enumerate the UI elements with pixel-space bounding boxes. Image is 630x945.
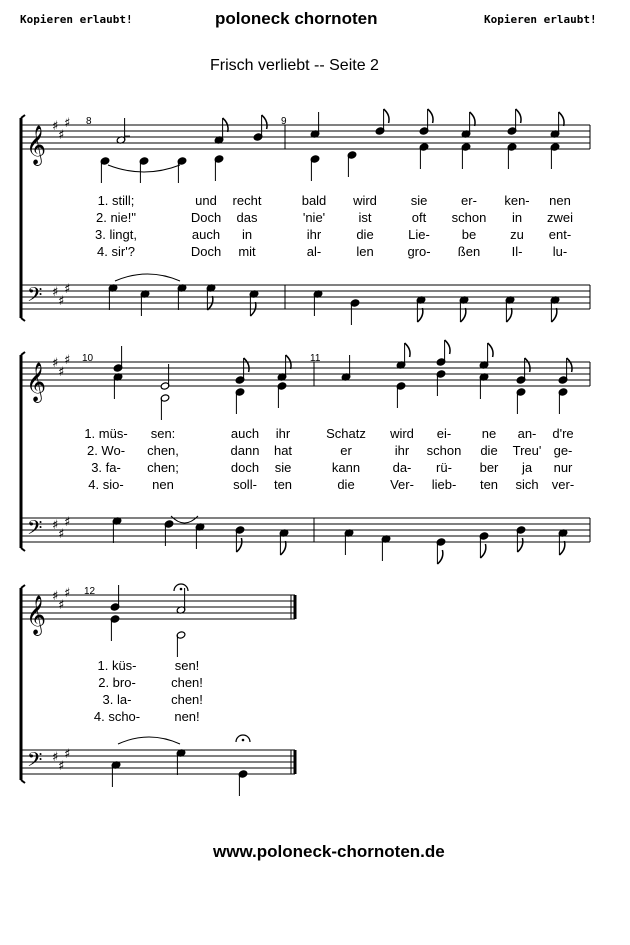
slur: [118, 737, 180, 744]
lyric-syllable: sen:: [150, 426, 176, 441]
note-flag: [405, 343, 410, 357]
lyric-syllable: recht: [232, 193, 262, 208]
lyric-syllable: chen;: [147, 460, 179, 475]
lyric-syllable: dann: [230, 443, 260, 458]
lyric-syllable: 1. müs-: [84, 426, 128, 441]
lyric-syllable: Il-: [511, 244, 523, 259]
lyric-syllable: an-: [517, 426, 537, 441]
lyric-syllable: bald: [301, 193, 327, 208]
lyric-syllable: sen!: [174, 658, 200, 673]
sharp-accidental-icon: ♯: [64, 282, 71, 297]
note-flag: [460, 308, 465, 322]
lyric-syllable: Treu': [512, 443, 542, 458]
lyric-syllable: 'nie': [302, 210, 326, 225]
lyric-syllable: in: [241, 227, 253, 242]
lyric-syllable: er: [340, 443, 352, 458]
note-flag: [236, 538, 241, 552]
lyric-syllable: Doch: [190, 210, 222, 225]
lyric-syllable: die: [337, 477, 355, 492]
sharp-accidental-icon: ♯: [52, 356, 59, 371]
lyric-syllable: auch: [230, 426, 260, 441]
lyric-syllable: ge-: [553, 443, 573, 458]
publisher-title: poloneck chornoten: [215, 9, 378, 28]
note-flag: [437, 550, 442, 564]
lyric-syllable: soll-: [233, 477, 257, 492]
sharp-accidental-icon: ♯: [64, 116, 71, 131]
lyric-syllable: 4. sio-: [88, 477, 124, 492]
lyric-syllable: chen!: [171, 692, 203, 707]
note-flag: [445, 340, 450, 354]
system-bracket-top: [21, 115, 25, 118]
lyric-syllable: da-: [392, 460, 412, 475]
slur: [108, 165, 180, 172]
lyric-syllable: kann: [331, 460, 361, 475]
note-flag: [428, 109, 433, 123]
sharp-accidental-icon: ♯: [58, 365, 65, 380]
note-flag: [506, 308, 511, 322]
lyric-syllable: nen: [549, 193, 571, 208]
lyric-syllable: sie: [410, 193, 428, 208]
lyric-syllable: ent-: [548, 227, 572, 242]
note-flag: [551, 308, 556, 322]
lyric-syllable: wird: [353, 193, 377, 208]
lyric-syllable: ihr: [394, 443, 410, 458]
note-flag: [470, 112, 475, 126]
lyric-syllable: be: [461, 227, 477, 242]
sharp-accidental-icon: ♯: [52, 589, 59, 604]
lyric-syllable: 4. sir'?: [97, 244, 135, 259]
lyric-syllable: hat: [273, 443, 293, 458]
system-bracket-top: [21, 352, 25, 355]
treble-clef-icon: 𝄞: [26, 595, 47, 635]
system-bracket-bottom: [21, 780, 25, 783]
lyric-syllable: in: [511, 210, 523, 225]
lyric-syllable: ihr: [275, 426, 291, 441]
lyric-syllable: ten: [479, 477, 499, 492]
lyric-syllable: d're: [552, 426, 574, 441]
lyric-syllable: al-: [306, 244, 322, 259]
lyric-syllable: auch: [191, 227, 221, 242]
sharp-accidental-icon: ♯: [52, 750, 59, 765]
lyric-syllable: ei-: [436, 426, 452, 441]
lyric-syllable: 2. bro-: [98, 675, 136, 690]
lyric-syllable: rü-: [436, 460, 452, 475]
lyric-syllable: nen!: [174, 709, 200, 724]
lyric-syllable: ist: [358, 210, 372, 225]
note-flag: [280, 541, 285, 555]
lyric-syllable: die: [480, 443, 498, 458]
bass-clef-icon: 𝄢: [27, 283, 43, 311]
system-bracket-bottom: [21, 318, 25, 321]
lyric-syllable: nur: [553, 460, 573, 475]
sharp-accidental-icon: ♯: [52, 518, 59, 533]
note-flag: [559, 541, 564, 555]
copy-notice-right: Kopieren erlaubt!: [484, 13, 597, 26]
lyric-syllable: ne: [481, 426, 497, 441]
note-flag: [262, 115, 267, 129]
lyric-syllable: 4. scho-: [93, 709, 141, 724]
sharp-accidental-icon: ♯: [58, 598, 65, 613]
note-flag: [525, 358, 530, 372]
sharp-accidental-icon: ♯: [58, 294, 65, 309]
lyric-syllable: ver-: [551, 477, 575, 492]
lyric-syllable: ja: [521, 460, 533, 475]
lyric-syllable: Lie-: [408, 227, 430, 242]
lyric-syllable: len: [356, 244, 374, 259]
lyric-syllable: ihr: [306, 227, 322, 242]
lyric-syllable: und: [195, 193, 217, 208]
sharp-accidental-icon: ♯: [64, 353, 71, 368]
measure-number: 9: [281, 116, 287, 127]
lyric-syllable: ten: [273, 477, 293, 492]
lyric-syllable: 1. still;: [97, 193, 135, 208]
lyric-syllable: 1. küs-: [97, 658, 137, 673]
slur: [115, 274, 180, 281]
measure-number: 12: [84, 586, 96, 597]
lyric-syllable: 3. lingt,: [95, 227, 137, 242]
note-flag: [480, 544, 485, 558]
note-flag: [517, 538, 522, 552]
fermata-dot: [180, 588, 183, 591]
lyric-syllable: schon: [426, 443, 462, 458]
lyric-syllable: mit: [238, 244, 256, 259]
fermata-dot: [242, 739, 245, 742]
sharp-accidental-icon: ♯: [64, 515, 71, 530]
lyric-syllable: lieb-: [431, 477, 457, 492]
lyric-syllable: zu: [510, 227, 524, 242]
bass-clef-icon: 𝄢: [27, 748, 43, 776]
measure-number: 11: [310, 353, 321, 364]
note-flag: [417, 308, 422, 322]
slur: [171, 516, 198, 523]
bass-clef-icon: 𝄢: [27, 516, 43, 544]
copy-notice-left: Kopieren erlaubt!: [20, 13, 133, 26]
note-flag: [516, 109, 521, 123]
sharp-accidental-icon: ♯: [64, 586, 71, 601]
lyric-syllable: Schatz: [326, 426, 366, 441]
lyric-syllable: er-: [461, 193, 477, 208]
treble-clef-icon: 𝄞: [26, 125, 47, 165]
sharp-accidental-icon: ♯: [58, 759, 65, 774]
treble-clef-icon: 𝄞: [26, 362, 47, 402]
lyric-syllable: schon: [451, 210, 487, 225]
sharp-accidental-icon: ♯: [52, 119, 59, 134]
lyric-syllable: 2. Wo-: [86, 443, 126, 458]
lyric-syllable: ken-: [504, 193, 530, 208]
page-subtitle: Frisch verliebt -- Seite 2: [210, 57, 379, 74]
lyric-syllable: gro-: [407, 244, 431, 259]
lyric-syllable: 2. nie!": [95, 210, 137, 225]
lyric-syllable: das: [236, 210, 258, 225]
sharp-accidental-icon: ♯: [52, 285, 59, 300]
lyric-syllable: oft: [411, 210, 427, 225]
note-flag: [559, 112, 564, 126]
note-flag: [244, 358, 249, 372]
system-bracket-top: [21, 585, 25, 588]
measure-number: 10: [82, 353, 94, 364]
lyric-syllable: ber: [479, 460, 499, 475]
lyric-syllable: doch: [230, 460, 260, 475]
note-flag: [567, 358, 572, 372]
note-flag: [488, 343, 493, 357]
website-url[interactable]: www.poloneck-chornoten.de: [213, 842, 445, 861]
lyric-syllable: 3. fa-: [91, 460, 121, 475]
lyric-syllable: 3. la-: [102, 692, 132, 707]
lyric-syllable: die: [356, 227, 374, 242]
lyric-syllable: zwei: [546, 210, 574, 225]
measure-number: 8: [86, 116, 92, 127]
lyric-syllable: wird: [390, 426, 414, 441]
lyric-syllable: Ver-: [390, 477, 414, 492]
lyric-syllable: chen,: [147, 443, 179, 458]
lyric-syllable: nen: [152, 477, 174, 492]
lyric-syllable: Doch: [190, 244, 222, 259]
lyric-syllable: sich: [515, 477, 539, 492]
sharp-accidental-icon: ♯: [58, 128, 65, 143]
lyric-syllable: ßen: [457, 244, 481, 259]
lyric-syllable: chen!: [171, 675, 203, 690]
lyric-syllable: sie: [274, 460, 292, 475]
system-bracket-bottom: [21, 548, 25, 551]
sharp-accidental-icon: ♯: [64, 747, 71, 762]
sharp-accidental-icon: ♯: [58, 527, 65, 542]
note-flag: [384, 109, 389, 123]
lyric-syllable: lu-: [552, 244, 568, 259]
